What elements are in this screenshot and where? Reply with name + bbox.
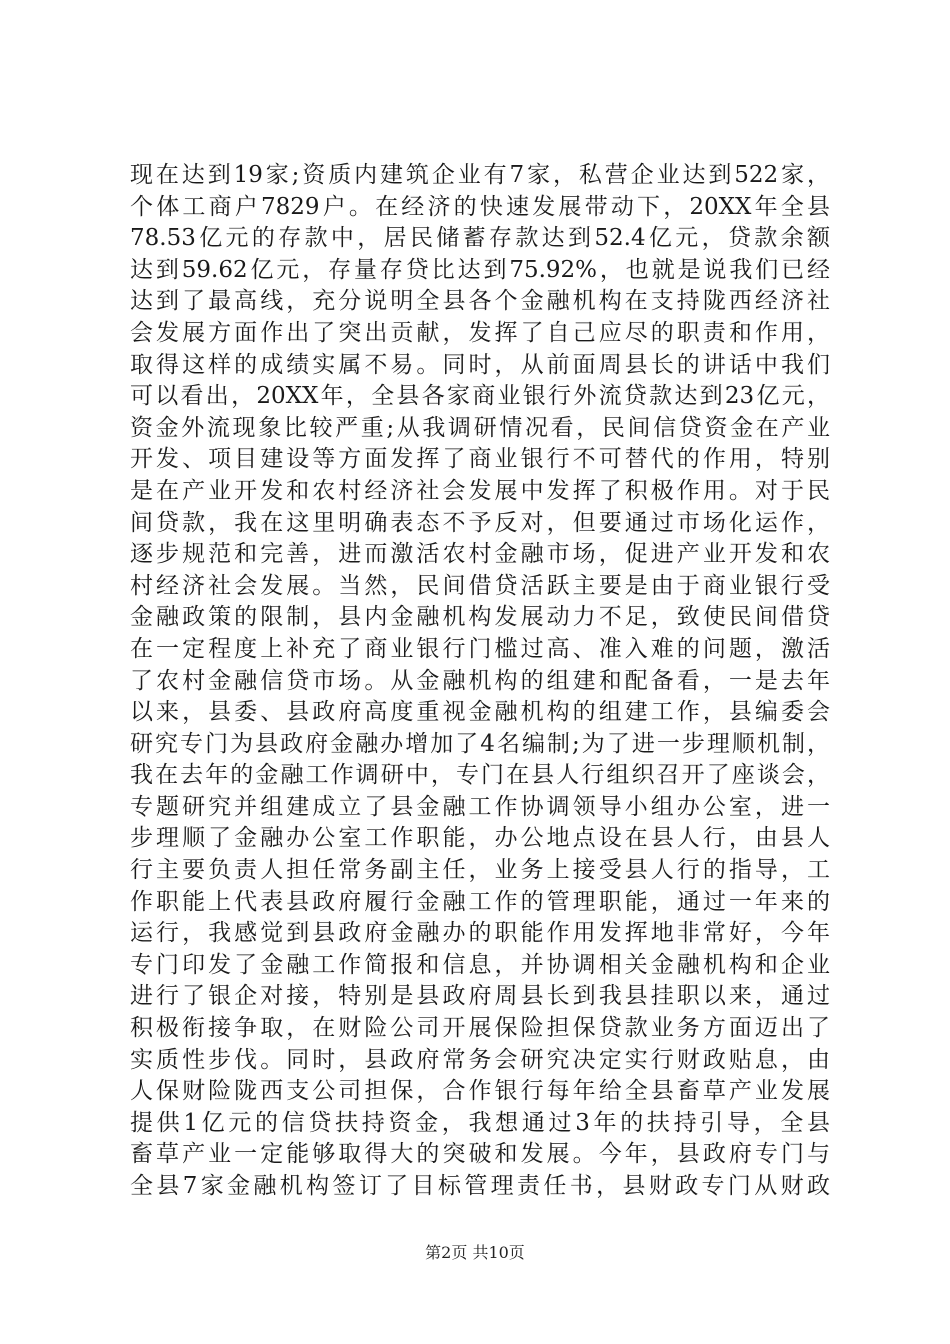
text-line: 现在达到19家;资质内建筑企业有7家，私营企业达到522家， <box>130 162 830 188</box>
text-line: 资金外流现象比较严重;从我调研情况看，民间信贷资金在产业 <box>130 414 830 441</box>
text-line: 达到了最高线，充分说明全县各个金融机构在支持陇西经济社 <box>130 288 830 315</box>
text-line: 人保财险陇西支公司担保，合作银行每年给全县畜草产业发展 <box>130 1078 830 1105</box>
text-line: 了农村金融信贷市场。从金融机构的组建和配备看，一是去年 <box>130 667 830 694</box>
text-line: 间贷款，我在这里明确表态不予反对，但要通过市场化运作， <box>130 509 830 536</box>
text-line: 提供1亿元的信贷扶持资金，我想通过3年的扶持引导，全县 <box>130 1109 830 1136</box>
text-line: 专门印发了金融工作简报和信息，并协调相关金融机构和企业 <box>130 951 830 978</box>
text-line: 达到59.62亿元，存量存贷比达到75.92%，也就是说我们已经 <box>130 256 830 283</box>
page-footer: 第2页 共10页 <box>425 1243 525 1262</box>
text-line: 专题研究并组建成立了县金融工作协调领导小组办公室，进一 <box>130 793 830 820</box>
text-line: 开发、项目建设等方面发挥了商业银行不可替代的作用，特别 <box>130 446 830 473</box>
text-line: 会发展方面作出了突出贡献，发挥了自己应尽的职责和作用， <box>130 319 830 346</box>
text-line: 畜草产业一定能够取得大的突破和发展。今年，县政府专门与 <box>130 1141 830 1168</box>
text-line: 是在产业开发和农村经济社会发展中发挥了积极作用。对于民 <box>130 477 830 504</box>
text-line: 积极衔接争取，在财险公司开展保险担保贷款业务方面迈出了 <box>130 1015 830 1042</box>
text-line: 研究专门为县政府金融办增加了4名编制;为了进一步理顺机制， <box>130 730 830 757</box>
text-line: 作职能上代表县政府履行金融工作的管理职能，通过一年来的 <box>130 888 830 915</box>
text-line: 金融政策的限制，县内金融机构发展动力不足，致使民间借贷 <box>130 604 830 631</box>
text-line: 可以看出，20XX年，全县各家商业银行外流贷款达到23亿元， <box>130 383 830 410</box>
text-line: 村经济社会发展。当然，民间借贷活跃主要是由于商业银行受 <box>130 572 830 599</box>
text-line: 个体工商户7829户。在经济的快速发展带动下，20XX年全县 <box>130 193 830 220</box>
text-line: 全县7家金融机构签订了目标管理责任书，县财政专门从财政 <box>130 1173 830 1199</box>
text-line: 78.53亿元的存款中，居民储蓄存款达到52.4亿元，贷款余额 <box>130 225 830 252</box>
text-line: 以来，县委、县政府高度重视金融机构的组建工作，县编委会 <box>130 699 830 726</box>
text-line: 逐步规范和完善，进而激活农村金融市场，促进产业开发和农 <box>130 541 830 568</box>
text-line: 运行，我感觉到县政府金融办的职能作用发挥地非常好，今年 <box>130 920 830 947</box>
text-line: 进行了银企对接，特别是县政府周县长到我县挂职以来，通过 <box>130 983 830 1010</box>
text-line: 实质性步伐。同时，县政府常务会研究决定实行财政贴息，由 <box>130 1046 830 1073</box>
text-line: 我在去年的金融工作调研中，专门在县人行组织召开了座谈会， <box>130 762 830 789</box>
body-text <box>130 160 830 1203</box>
text-line: 取得这样的成绩实属不易。同时，从前面周县长的讲话中我们 <box>130 351 830 378</box>
text-line: 行主要负责人担任常务副主任，业务上接受县人行的指导，工 <box>130 857 830 884</box>
text-line: 步理顺了金融办公室工作职能，办公地点设在县人行，由县人 <box>130 825 830 852</box>
text-line: 在一定程度上补充了商业银行门槛过高、准入难的问题，激活 <box>130 635 830 662</box>
